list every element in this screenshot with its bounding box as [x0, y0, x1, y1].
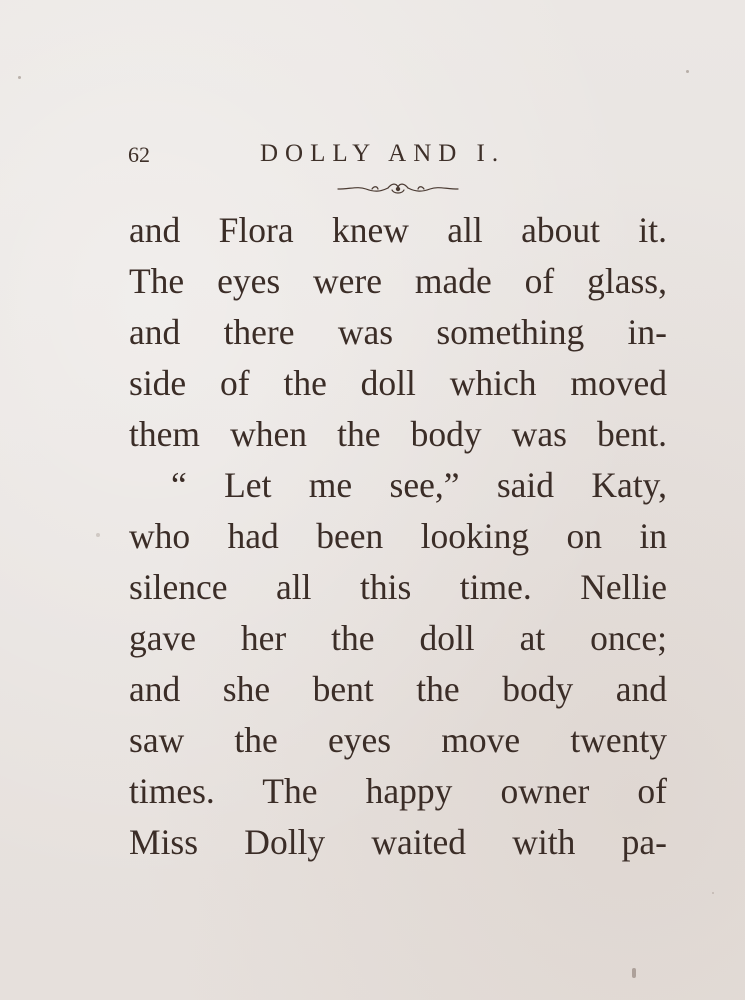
- text-line: and she bent the body and: [129, 669, 667, 709]
- paper-speck: [632, 968, 636, 978]
- text-line: gave her the doll at once;: [129, 618, 667, 658]
- ornamental-flourish-icon: [336, 180, 460, 196]
- text-line: silence all this time. Nellie: [129, 567, 667, 607]
- text-line: saw the eyes move twenty: [129, 720, 667, 760]
- paper-speck: [712, 892, 714, 894]
- text-line: and there was something in-: [129, 312, 667, 352]
- page-body-text: [129, 205, 667, 868]
- text-line: “ Let me see,” said Katy,: [171, 465, 667, 505]
- text-line: The eyes were made of glass,: [129, 261, 667, 301]
- text-line: side of the doll which moved: [129, 363, 667, 403]
- page-number: 62: [128, 142, 150, 167]
- running-title: DOLLY AND I.: [260, 140, 506, 167]
- text-line: Miss Dolly waited with pa-: [129, 822, 667, 862]
- text-line: who had been looking on in: [129, 516, 667, 556]
- paper-speck: [18, 76, 21, 79]
- page-header: [128, 138, 668, 178]
- paper-speck: [96, 533, 100, 537]
- text-line: and Flora knew all about it.: [129, 210, 667, 250]
- paper-speck: [686, 70, 689, 73]
- text-line: them when the body was bent.: [129, 414, 667, 454]
- text-line: times. The happy owner of: [129, 771, 667, 811]
